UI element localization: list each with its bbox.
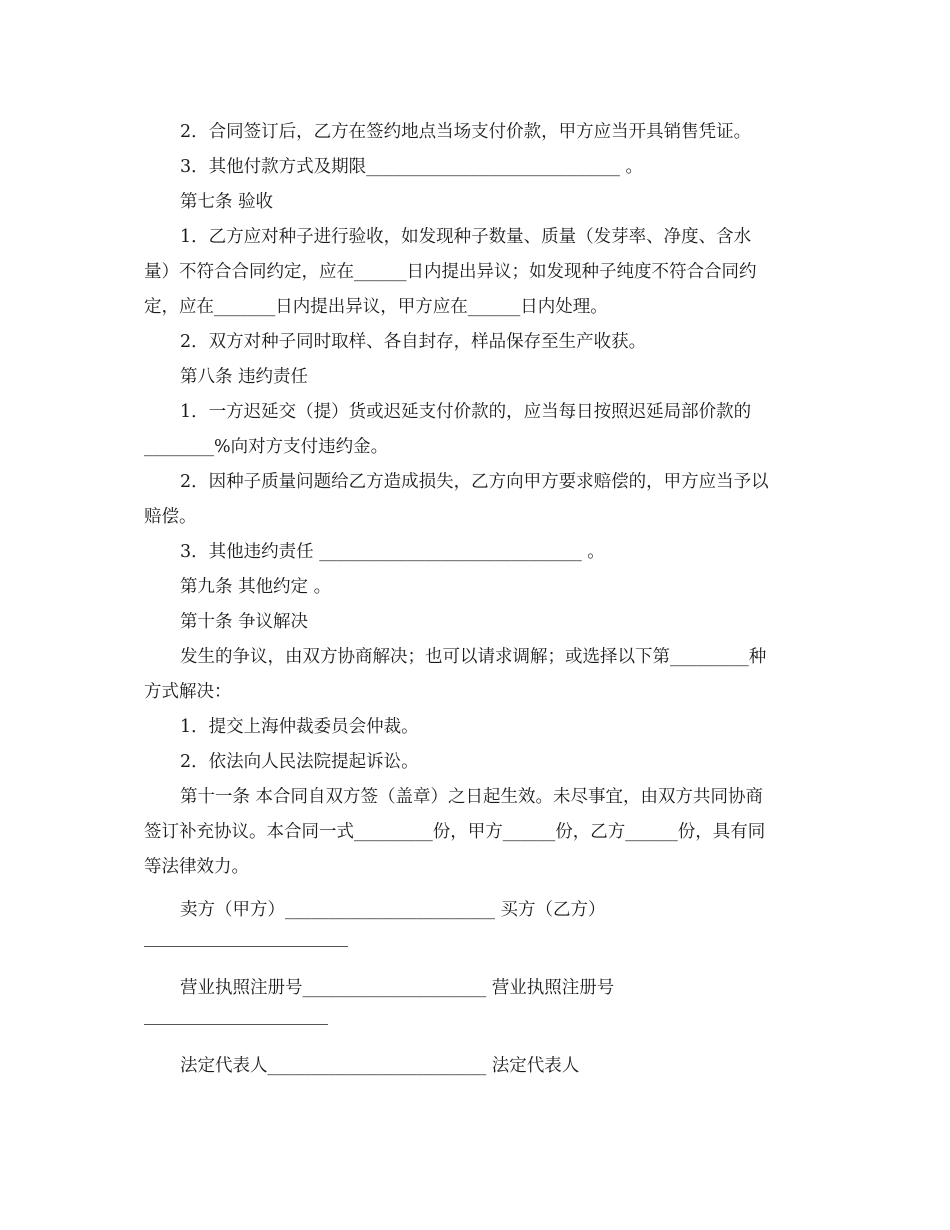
clause-7-1-line-2: 量）不符合合同约定，应在______日内提出异议；如发现种子纯度不符合合同约 (144, 262, 757, 282)
clause-7-1-line-1: 1．乙方应对种子进行验收，如发现种子数量、质量（发芽率、净度、含水 (180, 227, 752, 247)
article-10-heading: 第十条 争议解决 (180, 612, 309, 632)
article-7-heading: 第七条 验收 (180, 192, 274, 212)
clause-8-2-line-2: 赔偿。 (144, 507, 197, 527)
blank-line (144, 945, 348, 947)
article-10-body-line-1: 发生的争议，由双方协商解决；也可以请求调解；或选择以下第_________种 (180, 647, 767, 667)
signature-line-1 (144, 928, 806, 963)
blank-line (144, 1023, 328, 1025)
clause-8-3: 3．其他违约责任 ______________________________ 。 (180, 542, 605, 562)
clause-10-2: 2．依法向人民法院提起诉讼。 (180, 752, 419, 772)
clause-8-1-line-1: 1．一方迟延交（提）货或迟延支付价款的，应当每日按照迟延局部价款的 (180, 402, 752, 422)
clause-6-2: 2．合同签订后，乙方在签约地点当场支付价款，甲方应当开具销售凭证。 (180, 122, 752, 142)
spacer (144, 963, 806, 971)
spacer (144, 885, 806, 893)
article-10-body-line-2: 方式解决： (144, 682, 232, 702)
clause-7-2: 2．双方对种子同时取样、各自封存，样品保存至生产收获。 (180, 332, 647, 352)
signature-legal-rep: 法定代表人_________________________ 法定代表人 (180, 1056, 580, 1076)
clause-8-2-line-1: 2．因种子质量问题给乙方造成损失，乙方向甲方要求赔偿的，甲方应当予以 (180, 472, 769, 492)
article-9-heading: 第九条 其他约定 。 (180, 577, 332, 597)
spacer (144, 1041, 806, 1049)
article-11-line-1: 第十一条 本合同自双方签（盖章）之日起生效。未尽事宜，由双方共同协商 (180, 787, 764, 807)
signature-license: 营业执照注册号_____________________ 营业执照注册号 (180, 978, 615, 998)
article-8-heading: 第八条 违约责任 (180, 367, 309, 387)
signature-seller-buyer: 卖方（甲方）________________________ 买方（乙方） (180, 900, 606, 920)
clause-6-3: 3．其他付款方式及期限_____________________________ 。 (180, 157, 643, 177)
article-11-line-3: 等法律效力。 (144, 857, 249, 877)
clause-8-1-line-2: ________%向对方支付违约金。 (144, 437, 389, 457)
contract-body (144, 115, 806, 1084)
clause-10-1: 1．提交上海仲裁委员会仲裁。 (180, 717, 419, 737)
article-11-line-2: 签订补充协议。本合同一式_________份，甲方______份，乙方______份，具有同 (144, 822, 766, 842)
signature-line-2 (144, 1006, 806, 1041)
clause-7-1-line-3: 定，应在_______日内提出异议，甲方应在______日内处理。 (144, 297, 608, 317)
